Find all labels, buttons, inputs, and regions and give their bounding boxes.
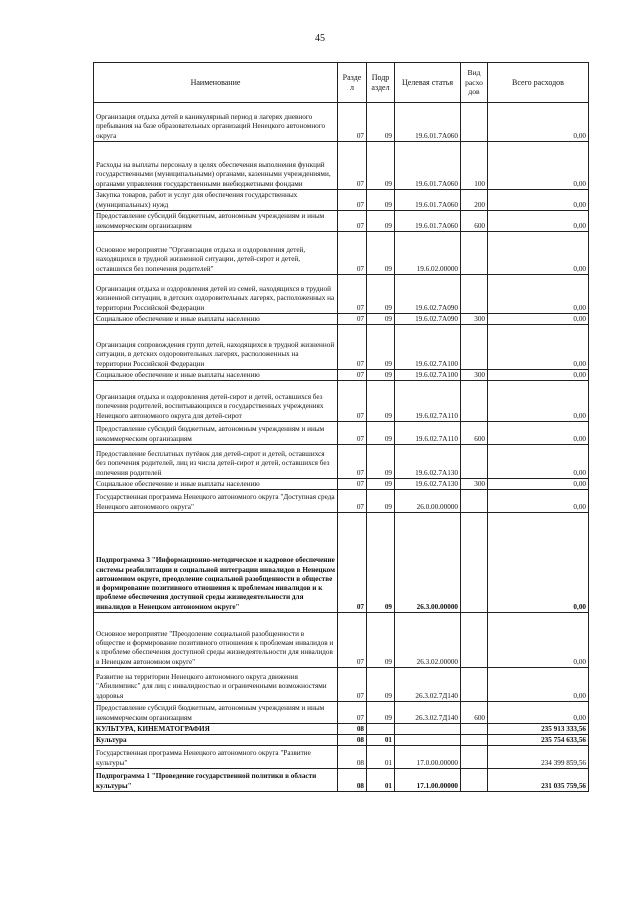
row-name-cell: Социальное обеспечение и иные выплаты населению — [94, 479, 338, 490]
row-section-cell: 07 — [338, 103, 367, 142]
row-section-cell: 07 — [338, 702, 367, 724]
row-target-article-cell — [395, 735, 461, 746]
row-amount-cell: 0,00 — [488, 370, 589, 381]
row-target-article-cell: 19.6.02.7А090 — [395, 275, 461, 314]
row-amount-cell: 0,00 — [488, 479, 589, 490]
row-target-article-cell: 19.6.02.7А090 — [395, 314, 461, 325]
page-number: 45 — [315, 33, 325, 44]
row-section-cell: 07 — [338, 142, 367, 190]
row-amount-cell: 0,00 — [488, 422, 589, 445]
row-section-cell: 07 — [338, 668, 367, 702]
table-row — [94, 479, 589, 490]
table-row — [94, 314, 589, 325]
row-expense-type-cell — [461, 746, 488, 769]
row-subsection-cell: 09 — [367, 211, 395, 232]
row-section-cell: 07 — [338, 490, 367, 513]
row-section-cell: 07 — [338, 613, 367, 668]
table-row — [94, 232, 589, 275]
row-subsection-cell: 09 — [367, 275, 395, 314]
row-subsection-cell: 01 — [367, 746, 395, 769]
row-subsection-cell: 09 — [367, 445, 395, 479]
row-target-article-cell: 17.0.00.00000 — [395, 746, 461, 769]
row-expense-type-cell: 600 — [461, 702, 488, 724]
row-subsection-cell: 09 — [367, 613, 395, 668]
header-target-article: Целевая статья — [395, 63, 461, 103]
row-target-article-cell: 19.6.02.7А130 — [395, 445, 461, 479]
row-subsection-cell: 01 — [367, 769, 395, 792]
row-expense-type-cell: 600 — [461, 211, 488, 232]
row-subsection-cell: 09 — [367, 668, 395, 702]
row-target-article-cell: 26.3.02.00000 — [395, 613, 461, 668]
row-target-article-cell: 26.3.02.7Д140 — [395, 668, 461, 702]
row-expense-type-cell — [461, 103, 488, 142]
table-row — [94, 513, 589, 613]
table-row — [94, 668, 589, 702]
table-row — [94, 211, 589, 232]
row-target-article-cell: 17.1.00.00000 — [395, 769, 461, 792]
row-expense-type-cell — [461, 445, 488, 479]
row-subsection-cell: 09 — [367, 370, 395, 381]
row-subsection-cell: 09 — [367, 381, 395, 422]
row-section-cell: 07 — [338, 370, 367, 381]
row-subsection-cell: 09 — [367, 490, 395, 513]
row-name-cell: Государственная программа Ненецкого автономного округа "Развитие культуры" — [94, 746, 338, 769]
row-amount-cell: 234 399 859,56 — [488, 746, 589, 769]
row-expense-type-cell — [461, 232, 488, 275]
row-target-article-cell: 19.6.02.7А130 — [395, 479, 461, 490]
row-expense-type-cell — [461, 381, 488, 422]
row-subsection-cell: 09 — [367, 142, 395, 190]
row-subsection-cell: 09 — [367, 422, 395, 445]
row-name-cell: Предоставление субсидий бюджетным, автономным учреждениям и иным некоммерческим организациям — [94, 422, 338, 445]
row-amount-cell: 235 754 633,56 — [488, 735, 589, 746]
row-amount-cell: 0,00 — [488, 325, 589, 370]
row-section-cell: 07 — [338, 513, 367, 613]
row-amount-cell: 0,00 — [488, 490, 589, 513]
row-expense-type-cell — [461, 325, 488, 370]
row-amount-cell: 0,00 — [488, 668, 589, 702]
row-name-cell: Предоставление субсидий бюджетным, автономным учреждениям и иным некоммерческим организациям — [94, 702, 338, 724]
row-subsection-cell: 09 — [367, 325, 395, 370]
row-amount-cell: 0,00 — [488, 275, 589, 314]
table-row — [94, 735, 589, 746]
row-target-article-cell: 19.6.02.7А100 — [395, 370, 461, 381]
row-section-cell: 08 — [338, 769, 367, 792]
row-name-cell: Социальное обеспечение и иные выплаты населению — [94, 314, 338, 325]
budget-table — [93, 62, 589, 792]
header-name: Наименование — [94, 63, 338, 103]
table-header-row — [94, 63, 589, 103]
row-expense-type-cell: 600 — [461, 422, 488, 445]
row-name-cell: Основное мероприятие "Организация отдыха и оздоровления детей, находящихся в трудной жизненной ситуации, детей-сирот и детей, оставшихся без попечения родителей" — [94, 232, 338, 275]
row-expense-type-cell — [461, 613, 488, 668]
row-subsection-cell: 09 — [367, 232, 395, 275]
row-amount-cell: 0,00 — [488, 445, 589, 479]
row-amount-cell: 0,00 — [488, 702, 589, 724]
row-target-article-cell: 19.6.02.7А110 — [395, 422, 461, 445]
row-section-cell: 07 — [338, 275, 367, 314]
row-amount-cell: 231 035 759,56 — [488, 769, 589, 792]
row-name-cell: Культура — [94, 735, 338, 746]
table-row — [94, 746, 589, 769]
row-amount-cell: 0,00 — [488, 613, 589, 668]
row-name-cell: Предоставление бесплатных путёвок для детей-сирот и детей, оставшихся без попечения родителей, лиц из числа детей-сирот и детей, оставшихся без попечения родителей — [94, 445, 338, 479]
row-section-cell: 08 — [338, 746, 367, 769]
row-amount-cell: 235 913 333,56 — [488, 724, 589, 735]
row-section-cell: 07 — [338, 211, 367, 232]
row-expense-type-cell: 300 — [461, 370, 488, 381]
row-target-article-cell: 26.3.02.7Д140 — [395, 702, 461, 724]
row-name-cell: Государственная программа Ненецкого автономного округа "Доступная среда Ненецкого автономного округа" — [94, 490, 338, 513]
row-expense-type-cell — [461, 275, 488, 314]
header-total: Всего расходов — [488, 63, 589, 103]
row-expense-type-cell: 100 — [461, 142, 488, 190]
row-expense-type-cell: 300 — [461, 314, 488, 325]
header-expense-type: Вид расхо дов — [461, 63, 488, 103]
row-subsection-cell: 01 — [367, 735, 395, 746]
row-target-article-cell: 19.6.01.7А060 — [395, 190, 461, 211]
row-target-article-cell: 19.6.02.7А110 — [395, 381, 461, 422]
row-section-cell: 07 — [338, 381, 367, 422]
row-section-cell: 07 — [338, 325, 367, 370]
row-subsection-cell: 09 — [367, 479, 395, 490]
table-row — [94, 370, 589, 381]
row-section-cell: 07 — [338, 422, 367, 445]
row-amount-cell: 0,00 — [488, 103, 589, 142]
table-row — [94, 103, 589, 142]
row-expense-type-cell — [461, 668, 488, 702]
row-name-cell: Предоставление субсидий бюджетным, автономным учреждениям и иным некоммерческим организациям — [94, 211, 338, 232]
row-name-cell: Организация сопровождения групп детей, находящихся в трудной жизненной ситуации, в детских оздоровительных лагерях, расположенных на территории Российской Федерации — [94, 325, 338, 370]
row-amount-cell: 0,00 — [488, 513, 589, 613]
row-name-cell: КУЛЬТУРА, КИНЕМАТОГРАФИЯ — [94, 724, 338, 735]
table-row — [94, 613, 589, 668]
row-expense-type-cell — [461, 513, 488, 613]
row-amount-cell: 0,00 — [488, 211, 589, 232]
row-name-cell: Расходы на выплаты персоналу в целях обеспечения выполнения функций государственными (муниципальными) органами, казенными учреждениями, органами управления государственными внебюджетными фондами — [94, 142, 338, 190]
row-subsection-cell: 09 — [367, 314, 395, 325]
row-target-article-cell: 19.6.01.7А060 — [395, 211, 461, 232]
row-expense-type-cell — [461, 769, 488, 792]
table-row — [94, 381, 589, 422]
table-row — [94, 325, 589, 370]
row-target-article-cell: 19.6.01.7А060 — [395, 142, 461, 190]
row-subsection-cell: 09 — [367, 702, 395, 724]
row-section-cell: 08 — [338, 724, 367, 735]
row-name-cell: Организация отдыха и оздоровления детей из семей, находящихся в трудной жизненной ситуации, в детских оздоровительных лагерях, расположенных на территории Российской Федерации — [94, 275, 338, 314]
row-target-article-cell: 19.6.02.7А100 — [395, 325, 461, 370]
row-subsection-cell: 09 — [367, 190, 395, 211]
row-section-cell: 07 — [338, 232, 367, 275]
row-target-article-cell: 26.0.00.00000 — [395, 490, 461, 513]
header-subsection: Подр аздел — [367, 63, 395, 103]
row-section-cell: 08 — [338, 735, 367, 746]
row-subsection-cell: 09 — [367, 103, 395, 142]
table-row — [94, 422, 589, 445]
row-target-article-cell: 19.6.01.7А060 — [395, 103, 461, 142]
row-target-article-cell — [395, 724, 461, 735]
row-name-cell: Подпрограмма 3 "Информационно-методическое и кадровое обеспечение системы реабилитации и социальной интеграции инвалидов в Ненецком автономном округе, преодоление социальной разобщенности в обществе и формирование позитивного отношения к проблемам инвалидов и к проблеме обеспечения доступной среды жизнедеятельности для инвалидов в Ненецком автономном округе" — [94, 513, 338, 613]
row-expense-type-cell — [461, 724, 488, 735]
row-amount-cell: 0,00 — [488, 232, 589, 275]
row-section-cell: 07 — [338, 190, 367, 211]
row-name-cell: Развитие на территории Ненецкого автономного округа движения "Абилимпикс" для лиц с инвалидностью и ограниченными возможностями здоровья — [94, 668, 338, 702]
table-row — [94, 702, 589, 724]
row-target-article-cell: 19.6.02.00000 — [395, 232, 461, 275]
row-subsection-cell: 09 — [367, 513, 395, 613]
table-row — [94, 190, 589, 211]
row-target-article-cell: 26.3.00.00000 — [395, 513, 461, 613]
header-section: Разде л — [338, 63, 367, 103]
row-section-cell: 07 — [338, 314, 367, 325]
row-expense-type-cell: 300 — [461, 479, 488, 490]
row-name-cell: Подпрограмма 1 "Проведение государственной политики в области культуры" — [94, 769, 338, 792]
row-name-cell: Социальное обеспечение и иные выплаты населению — [94, 370, 338, 381]
table-row — [94, 490, 589, 513]
row-amount-cell: 0,00 — [488, 142, 589, 190]
table-row — [94, 142, 589, 190]
row-section-cell: 07 — [338, 445, 367, 479]
table-row — [94, 275, 589, 314]
row-subsection-cell — [367, 724, 395, 735]
row-expense-type-cell: 200 — [461, 190, 488, 211]
table-row — [94, 769, 589, 792]
row-expense-type-cell — [461, 490, 488, 513]
table-row — [94, 445, 589, 479]
row-name-cell: Основное мероприятие "Преодоление социальной разобщенности в обществе и формирование позитивного отношения к проблемам инвалидов и к проблеме обеспечения доступной среды жизнедеятельности для инвалидов в Ненецком автономном округе" — [94, 613, 338, 668]
row-section-cell: 07 — [338, 479, 367, 490]
row-amount-cell: 0,00 — [488, 190, 589, 211]
row-expense-type-cell — [461, 735, 488, 746]
row-amount-cell: 0,00 — [488, 314, 589, 325]
row-amount-cell: 0,00 — [488, 381, 589, 422]
row-name-cell: Организация отдыха и оздоровления детей-сирот и детей, оставшихся без попечения родителей, воспитывающихся в государственных учреждениях Ненецкого автономного округа для детей-сирот — [94, 381, 338, 422]
table-row — [94, 724, 589, 735]
row-name-cell: Организация отдыха детей в каникулярный период в лагерях дневного пребывания на базе образовательных организаций Ненецкого автономного округа — [94, 103, 338, 142]
row-name-cell: Закупка товаров, работ и услуг для обеспечения государственных (муниципальных) нужд — [94, 190, 338, 211]
